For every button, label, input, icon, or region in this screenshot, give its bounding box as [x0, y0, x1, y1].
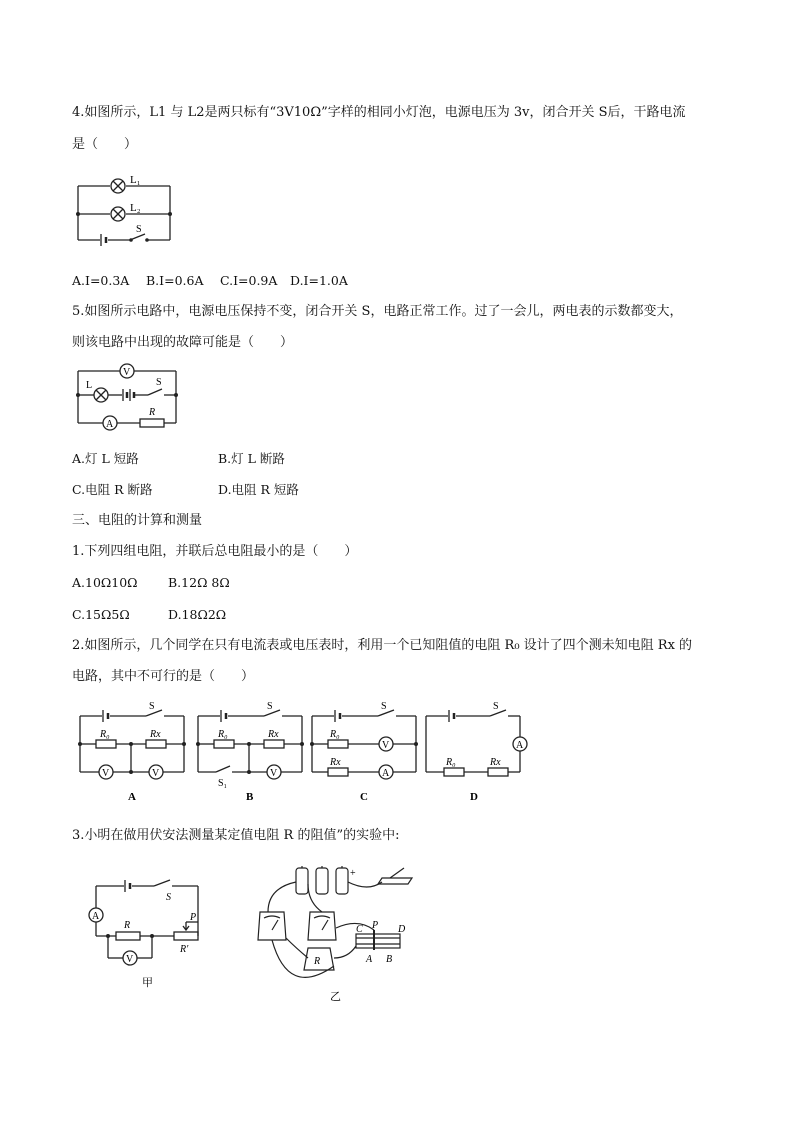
s2-label-d: D — [470, 791, 478, 803]
q5-stem-line2: 则该电路中出现的故障可能是（ ） — [72, 335, 294, 350]
q5-option-c[interactable]: C.电阻 R 断路 — [72, 482, 153, 497]
s2c-rx-label: Rx — [330, 757, 341, 768]
q5-option-b[interactable]: B.灯 L 断路 — [218, 451, 285, 466]
s2b-s1-label: S₁ — [218, 778, 228, 789]
s2d-rx-label: Rx — [490, 757, 501, 768]
q5-option-d[interactable]: D.电阻 R 短路 — [218, 482, 299, 497]
s3-figure-yi — [248, 858, 428, 1004]
s2c-a-label: A — [382, 768, 390, 779]
q5-switch-label: S — [156, 377, 162, 388]
s2b-s-label: S — [267, 701, 273, 712]
s1-stem: 1.下列四组电阻，并联后总电阻最小的是（ ） — [72, 544, 358, 559]
s1-option-b[interactable]: B.12Ω 8Ω — [168, 575, 230, 590]
q5-option-a[interactable]: A.灯 L 短路 — [72, 451, 139, 466]
s2-label-a: A — [128, 791, 136, 803]
s1-option-c[interactable]: C.15Ω5Ω — [72, 607, 130, 622]
section-title: 三、电阻的计算和测量 — [72, 513, 203, 528]
s2-stem-line1: 2.如图所示，几个同学在只有电流表或电压表时，利用一个已知阻值的电阻 R₀ 设计了四个测未知电阻 Rx 的 — [72, 638, 693, 653]
jia-ammeter-label: A — [92, 911, 100, 922]
q5-lamp-label: L — [86, 380, 93, 391]
s2d-r0-label: R₀ — [446, 757, 456, 768]
q4-l1-label: L₁ — [130, 174, 141, 186]
s2-label-c: C — [360, 791, 368, 803]
s2a-v1-label: V — [102, 768, 110, 779]
yi-a-label: A — [366, 954, 373, 965]
q4-stem-line1: 4.如图所示，L1 与 L2是两只标有“3V10Ω”字样的相同小灯泡，电源电压为 3v，闭合开关 S后，干路电流 — [72, 105, 686, 120]
s2-label-b: B — [246, 791, 254, 803]
s3-stem: 3.小明在做用伏安法测量某定值电阻 R 的阻值”的实验中: — [72, 828, 400, 843]
s2a-s-label: S — [149, 701, 155, 712]
yi-caption: 乙 — [330, 991, 341, 1003]
q5-voltmeter-label: V — [123, 367, 131, 378]
s2-circuit-diagrams — [76, 700, 536, 810]
s3-figure-jia — [80, 878, 210, 990]
yi-r-label: R — [314, 956, 321, 967]
jia-r-label: R — [124, 920, 131, 931]
q4-option-c[interactable]: C.I=0.9A — [220, 273, 278, 288]
q4-s-label: S — [136, 224, 142, 235]
q5-ammeter-label: A — [106, 419, 114, 430]
q5-resistor-label: R — [149, 407, 156, 418]
s2c-s-label: S — [381, 701, 387, 712]
s2b-r0-label: R₀ — [218, 729, 228, 740]
q5-circuit-diagram — [72, 361, 184, 433]
s2a-r0-label: R₀ — [100, 729, 110, 740]
s2-stem-line2: 电路，其中不可行的是（ ） — [72, 669, 255, 684]
q4-option-d[interactable]: D.I=1.0A — [290, 273, 348, 288]
yi-c-label: C — [356, 924, 363, 935]
jia-p-label: P — [190, 912, 197, 923]
s2d-s-label: S — [493, 701, 499, 712]
q5-stem-line1: 5.如图所示电路中，电源电压保持不变，闭合开关 S，电路正常工作。过了一会儿，两电表的示数都变大， — [72, 304, 683, 319]
s2d-a-label: A — [516, 740, 524, 751]
s1-option-a[interactable]: A.10Ω10Ω — [72, 575, 138, 590]
s2b-v-label: V — [270, 768, 278, 779]
jia-voltmeter-label: V — [126, 954, 134, 965]
yi-d-label: D — [398, 924, 406, 935]
s2c-r0-label: R₀ — [330, 729, 340, 740]
yi-p-label: P — [372, 920, 379, 931]
s2a-rx-label: Rx — [150, 729, 161, 740]
s2a-v2-label: V — [152, 768, 160, 779]
s1-option-d[interactable]: D.18Ω2Ω — [168, 607, 227, 622]
q4-circuit-diagram — [70, 168, 180, 246]
q4-stem-line2: 是（ ） — [72, 137, 138, 152]
jia-switch-label: S — [166, 892, 171, 903]
jia-rprime-label: R′ — [180, 944, 189, 955]
q4-option-b[interactable]: B.I=0.6A — [146, 273, 204, 288]
yi-plus-label: + — [350, 868, 356, 879]
q4-l2-label: L₂ — [130, 202, 141, 214]
jia-caption: 甲 — [142, 977, 153, 989]
s2b-rx-label: Rx — [268, 729, 279, 740]
q4-option-a[interactable]: A.I=0.3A — [72, 273, 130, 288]
yi-b-label: B — [386, 954, 393, 965]
s2c-v-label: V — [382, 740, 390, 751]
